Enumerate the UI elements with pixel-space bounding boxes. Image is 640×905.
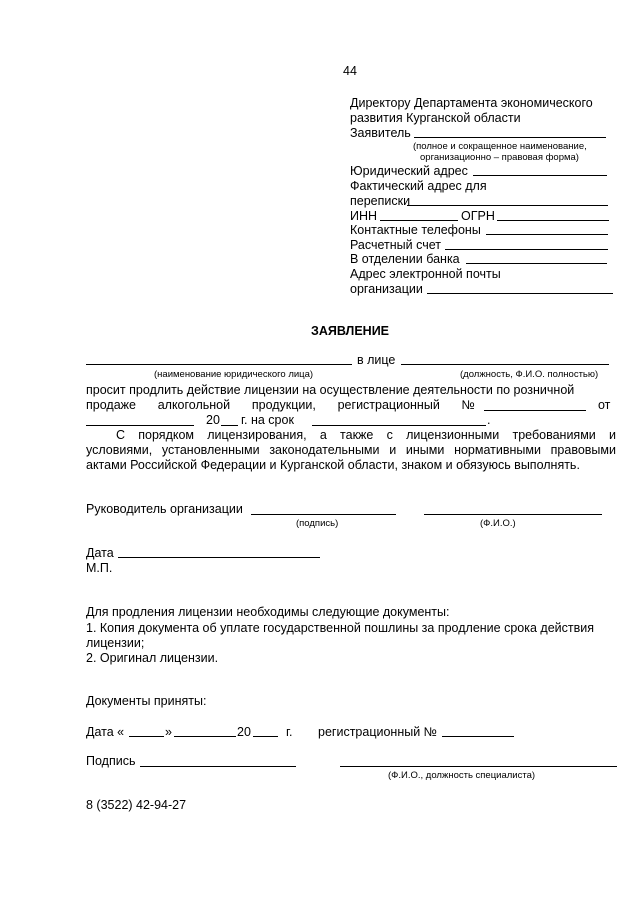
- date-field[interactable]: [118, 557, 320, 558]
- email-label-1: Адрес электронной почты: [350, 267, 501, 281]
- email-field[interactable]: [427, 293, 613, 294]
- applicant-field[interactable]: [414, 137, 606, 138]
- accepted-sign-field[interactable]: [140, 766, 296, 767]
- year-prefix: 20: [206, 413, 220, 427]
- account-label: Расчетный счет: [350, 238, 441, 252]
- accepted-reg-field[interactable]: [442, 736, 514, 737]
- inn-field[interactable]: [380, 220, 458, 221]
- document-item-1-line-1: 1. Копия документа об уплате государственной пошлины за продление срока действия: [86, 621, 594, 635]
- paragraph-2-line-2: условиями, установленными законодательными и иными нормативными правовыми: [86, 443, 616, 457]
- accepted-date-label: Дата «: [86, 725, 125, 739]
- date-label: Дата: [86, 546, 114, 560]
- word-registration: регистрационный: [337, 398, 440, 412]
- term-period: .: [487, 413, 491, 427]
- v-litse-label: в лице: [357, 353, 396, 367]
- actual-address-label-1: Фактический адрес для: [350, 179, 487, 193]
- word-alcohol: алкогольной: [157, 398, 231, 412]
- word-sale: продаже: [86, 398, 136, 412]
- head-label: Руководитель организации: [86, 502, 243, 516]
- addressee-line-2: развития Курганской области: [350, 111, 521, 125]
- applicant-hint-1: (полное и сокращенное наименование,: [413, 141, 587, 152]
- account-field[interactable]: [445, 249, 608, 250]
- ogrn-label: ОГРН: [461, 209, 495, 223]
- phones-label: Контактные телефоны: [350, 223, 481, 237]
- contact-phone: 8 (3522) 42-94-27: [86, 798, 187, 812]
- org-name-field[interactable]: [86, 364, 352, 365]
- year-suffix-field[interactable]: [221, 425, 238, 426]
- term-field[interactable]: [312, 425, 486, 426]
- addressee-line-1: Директору Департамента экономического: [350, 96, 593, 110]
- position-name-field[interactable]: [401, 364, 609, 365]
- applicant-hint-2: организационно – правовая форма): [420, 152, 579, 163]
- license-date-field[interactable]: [86, 425, 194, 426]
- accepted-year-field[interactable]: [253, 736, 278, 737]
- term-label: г. на срок: [241, 413, 294, 427]
- word-number-sign: №: [461, 398, 475, 412]
- accepted-day-field[interactable]: [129, 736, 164, 737]
- body-line-2: [86, 398, 475, 413]
- paragraph-2-line-1: С порядком лицензирования, а также с лицензионными требованиями и: [116, 428, 616, 442]
- legal-address-field[interactable]: [473, 175, 607, 176]
- accepted-reg-label: регистрационный №: [318, 725, 438, 739]
- ogrn-field[interactable]: [497, 220, 609, 221]
- body-line-1: просит продлить действие лицензии на осуществление деятельности по розничной: [86, 383, 575, 397]
- paragraph-2-line-3: актами Российской Федерации и Курганской области, знаком и обязуюсь выполнять.: [86, 458, 580, 472]
- specialist-hint: (Ф.И.О., должность специалиста): [388, 770, 536, 781]
- accepted-year-suffix: г.: [286, 725, 293, 739]
- applicant-label: Заявитель: [350, 126, 411, 140]
- position-hint: (должность, Ф.И.О. полностью): [460, 369, 599, 380]
- inn-label: ИНН: [350, 209, 378, 223]
- stamp-label: М.П.: [86, 561, 113, 575]
- page-number: 44: [343, 64, 357, 78]
- documents-intro: Для продления лицензии необходимы следующие документы:: [86, 605, 450, 619]
- accepted-year-prefix: 20: [237, 725, 251, 739]
- phones-field[interactable]: [486, 234, 608, 235]
- accepted-month-field[interactable]: [174, 736, 236, 737]
- word-products: продукции,: [251, 398, 316, 412]
- specialist-field[interactable]: [340, 766, 617, 767]
- document-item-1-line-2: лицензии;: [86, 636, 145, 650]
- legal-address-label: Юридический адрес: [350, 164, 468, 178]
- head-fio-field[interactable]: [424, 514, 602, 515]
- document-item-2: 2. Оригинал лицензии.: [86, 651, 219, 665]
- ot-label: от: [598, 398, 611, 412]
- actual-address-field[interactable]: [407, 205, 608, 206]
- accepted-label: Документы приняты:: [86, 694, 207, 708]
- email-label-2: организации: [350, 282, 423, 296]
- bank-field[interactable]: [466, 263, 607, 264]
- document-title: ЗАЯВЛЕНИЕ: [311, 324, 390, 338]
- bank-label: В отделении банка: [350, 252, 460, 266]
- sign-hint: (подпись): [296, 518, 339, 529]
- actual-address-label-2: переписки: [350, 194, 411, 208]
- head-signature-field[interactable]: [251, 514, 396, 515]
- fio-hint: (Ф.И.О.): [480, 518, 516, 529]
- accepted-quote-close: »: [165, 725, 172, 739]
- reg-number-field[interactable]: [484, 410, 586, 411]
- accepted-sign-label: Подпись: [86, 754, 136, 768]
- org-name-hint: (наименование юридического лица): [154, 369, 314, 380]
